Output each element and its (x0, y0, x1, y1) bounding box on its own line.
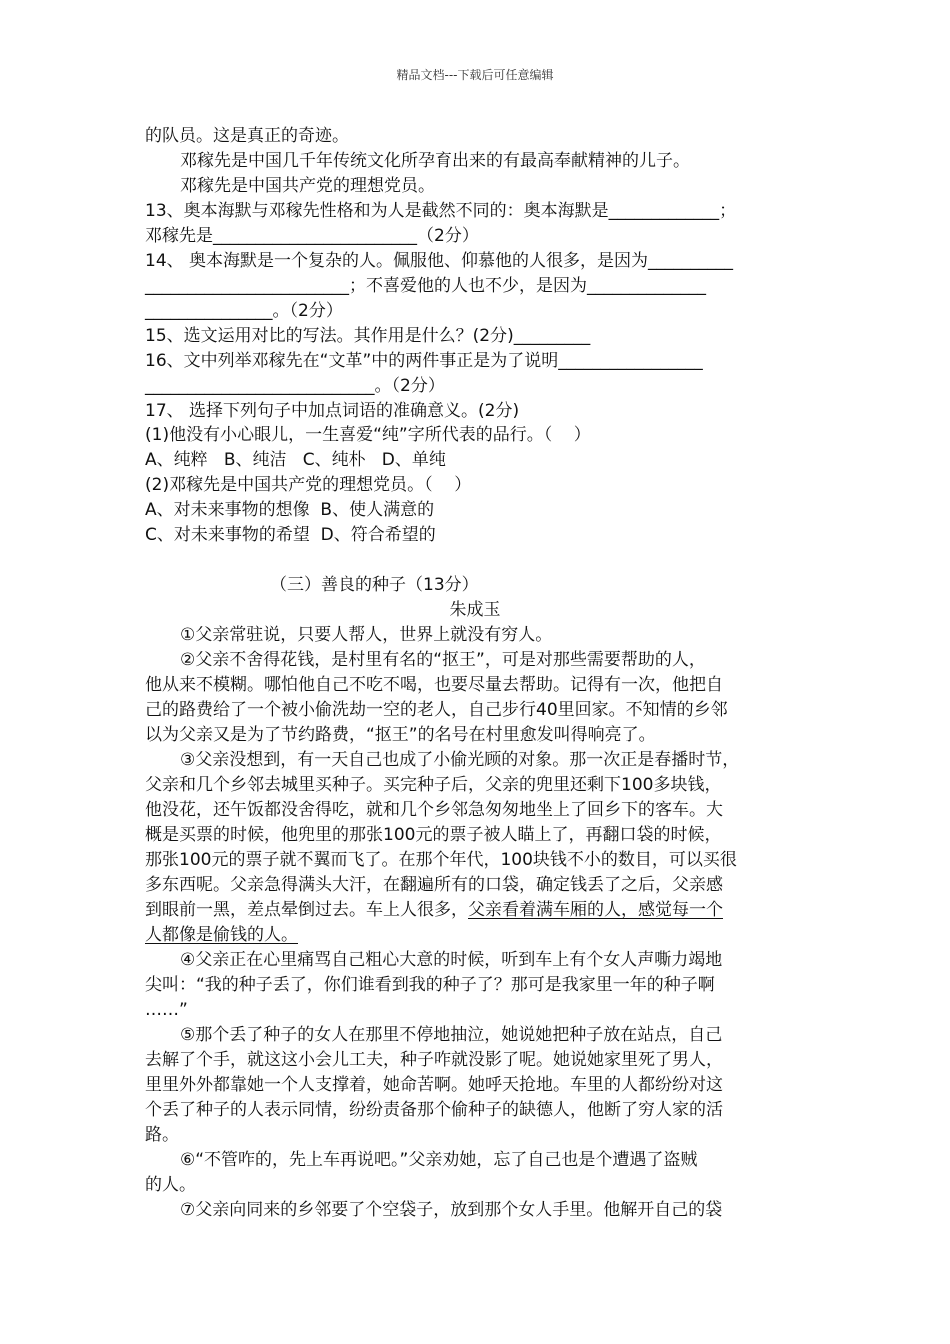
paragraph-line (145, 923, 298, 947)
question-15: 15、选文运用对比的写法。其作用是什么？(2分)_________ (145, 326, 591, 346)
paragraph-line: ⑥“不管咋的，先上车再说吧。”父亲劝她，忘了自己也是个遭遇了盗贼 (180, 1150, 698, 1170)
page-header: 精品文档---下载后可任意编辑 (396, 68, 554, 82)
text-line: ________________________；不喜爱他的人也不少，是因为______________ (145, 276, 706, 296)
text-line: 邓稼先是中国共产党的理想党员。 (180, 176, 435, 196)
paragraph-line: 他从来不模糊。哪怕他自己不吃不喝，也要尽量去帮助。记得有一次，他把自 (145, 675, 723, 695)
paragraph-line (145, 898, 723, 922)
question-17-2: (2)邓稼先是中国共产党的理想党员。（ ） (145, 475, 472, 495)
options-17-2: A、对未来事物的想像 B、使人满意的 (145, 500, 435, 520)
paragraph-line: ④父亲正在心里痛骂自己粗心大意的时候，听到车上有个女人声嘶力竭地 (180, 950, 723, 970)
paragraph-line: 以为父亲又是为了节约路费，“抠王”的名号在村里愈发叫得响亮了。 (145, 725, 656, 745)
paragraph-line: ⑤那个丢了种子的女人在那里不停地抽泣，她说她把种子放在站点，自己 (180, 1025, 723, 1045)
paragraph-line: 概是买票的时候，他兜里的那张100元的票子被人瞄上了，再翻口袋的时候， (145, 825, 722, 845)
paragraph-line: ②父亲不舍得花钱，是村里有名的“抠王”，可是对那些需要帮助的人， (180, 650, 706, 670)
options-17-2: C、对未来事物的希望 D、符合希望的 (145, 525, 436, 545)
paragraph-line: ……” (145, 1000, 188, 1020)
paragraph-line: ③父亲没想到，有一天自己也成了小偷光顾的对象。那一次正是春播时节， (180, 750, 740, 770)
paragraph-line: 父亲和几个乡邻去城里买种子。买完种子后，父亲的兜里还剩下100多块钱， (145, 775, 722, 795)
underlined-sentence: 人都像是偷钱的人。 (145, 925, 298, 945)
text-line: 邓稼先是________________________（2分） (145, 226, 479, 246)
text-line: ___________________________。（2分） (145, 376, 445, 396)
paragraph-line: ①父亲常驻说，只要人帮人，世界上就没有穷人。 (180, 625, 553, 645)
paragraph-line: 里里外外都靠她一个人支撑着，她命苦啊。她呼天抢地。车里的人都纷纷对这 (145, 1075, 723, 1095)
paragraph-line: 的人。 (145, 1175, 196, 1195)
question-17: 17、 选择下列句子中加点词语的准确意义。(2分) (145, 401, 520, 421)
underlined-sentence: 父亲看着满车厢的人，感觉每一个 (468, 900, 723, 920)
question-17-1: (1)他没有小心眼儿，一生喜爱“纯”字所代表的品行。（ ） (145, 425, 591, 445)
author-name: 朱成玉 (449, 600, 501, 620)
paragraph-line: 去解了个手，就这这小会儿工夫，种子咋就没影了呢。她说她家里死了男人， (145, 1050, 723, 1070)
question-13: 13、奥本海默与邓稼先性格和为人是截然不同的：奥本海默是_____________； (145, 201, 737, 221)
paragraph-line: 他没花，还午饭都没舍得吃，就和几个乡邻急匆匆地坐上了回乡下的客车。大 (145, 800, 723, 820)
question-14: 14、 奥本海默是一个复杂的人。佩服他、仰慕他的人很多，是因为__________ (145, 251, 734, 271)
question-16: 16、文中列举邓稼先在“文革”中的两件事正是为了说明_________________ (145, 351, 703, 371)
text-line: 邓稼先是中国几千年传统文化所孕育出来的有最高奉献精神的儿子。 (180, 151, 690, 171)
paragraph-line: 个丢了种子的人表示同情，纷纷责备那个偷种子的缺德人，他断了穷人家的活 (145, 1100, 723, 1120)
options-17-1: A、纯粹 B、纯洁 C、纯朴 D、单纯 (145, 450, 446, 470)
text-line: 的队员。这是真正的奇迹。 (145, 126, 349, 146)
paragraph-line: 路。 (145, 1125, 179, 1145)
text-line: _______________。（2分） (145, 301, 343, 321)
plain-text: 到眼前一黑，差点晕倒过去。车上人很多， (145, 900, 468, 920)
paragraph-line: 多东西呢。父亲急得满头大汗，在翻遍所有的口袋，确定钱丢了之后，父亲感 (145, 875, 723, 895)
section-title: （三）善良的种子（13分） (270, 575, 479, 595)
paragraph-line: 己的路费给了一个被小偷洗劫一空的老人，自己步行40里回家。不知情的乡邻 (145, 700, 728, 720)
paragraph-line: ⑦父亲向同来的乡邻要了个空袋子，放到那个女人手里。他解开自己的袋 (180, 1200, 723, 1220)
paragraph-line: 那张100元的票子就不翼而飞了。在那个年代，100块钱不小的数目，可以买很 (145, 850, 737, 870)
paragraph-line: 尖叫：“我的种子丢了，你们谁看到我的种子了？那可是我家里一年的种子啊 (145, 975, 715, 995)
